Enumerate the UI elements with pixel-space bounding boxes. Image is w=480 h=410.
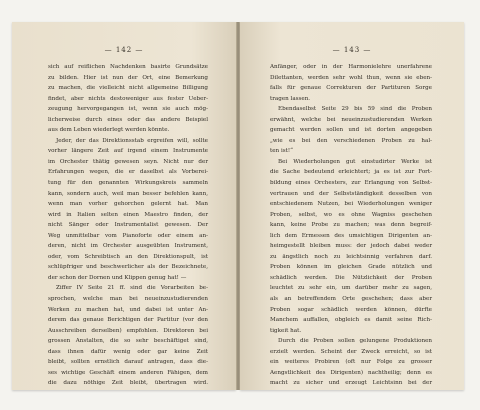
text-line: vertrauen und der Selbstständigkeit desselben von — [270, 190, 432, 197]
text-line: leuchtet zu sehr ein, um darüber mehr zu sagen, — [270, 285, 432, 292]
text-line: kann, keine Probe zu machen; was denn begreif- — [270, 222, 432, 229]
text-line: tigkeit hat. — [270, 327, 302, 334]
text-line: Manchem auffallen, obgleich es damit seine Rich- — [270, 317, 432, 324]
text-line: ten ist!“ — [270, 148, 293, 155]
text-line: aus dem Leben wiederlegt werden könnte. — [48, 127, 170, 134]
text-line: tung für den genannten Wirkungskreis sammeln — [48, 180, 208, 187]
text-line: „wie es bei den verschiedenen Proben zu hal- — [270, 137, 432, 144]
text-line: kann, sondern auch, weil man besser befehlen kann, — [48, 190, 208, 197]
text-line: bildung eines Orchesters, zur Erlangung von Selbst- — [270, 180, 432, 187]
left-page-text — [48, 62, 208, 389]
text-line: der schon der Dornen und Klippen genug hat! — — [48, 274, 187, 281]
text-line: vorher längere Zeit auf irgend einem Instrumente — [48, 148, 208, 155]
text-line: schädlich werden. Die Nützlichkeit der Proben — [270, 274, 432, 281]
text-line: Jeder, der das Direktionsstab ergreifen will, sollte — [56, 137, 208, 144]
text-line: Anfänger, oder in der Harmonielehre unerfahrene — [270, 64, 432, 70]
text-line: erzielt werden. Scheint der Zweck erreicht, so ist — [270, 348, 432, 355]
text-line: entschiedenem Nutzen, bei Wiederholungen weniger — [270, 201, 432, 208]
text-line: Aengstlichkeit des Dirigenten) nachtheilig; denn es — [270, 369, 432, 376]
text-line: die dazu nöthige Zeit bleibt, übertragen wird. — [48, 380, 208, 387]
text-line: ein weiteres Probiren (oft nur Folge zu grosser — [270, 359, 432, 366]
text-line: derem das genaue Berichtigen der Partitur (vor den — [48, 317, 208, 324]
text-line: Werken zu machen hat, und dabei ist unter An- — [48, 306, 208, 313]
text-line: im Orchester thätig gewesen seyn. Nicht nur der — [48, 158, 208, 165]
text-line: oder, vom Schreibtisch an den Direktionspult, ist — [48, 253, 208, 260]
text-line: deren, nicht im Orchester ausgeübten Instrument, — [48, 243, 208, 250]
text-line: macht zu sicher und erzeugt Leichtsinn bei der — [270, 380, 432, 387]
text-line: Proben sogar schädlich werden können, dürfte — [270, 306, 432, 313]
text-line: Ebendaselbst Seite 29 bis 59 sind die Proben — [278, 106, 432, 113]
text-line: zu machen, die vielleicht nicht allgemeine Billigung — [48, 85, 208, 92]
text-line: falls für genaue Correkturen der Partituren Sorge — [270, 85, 432, 92]
text-line: schlüpfriger und beschwerlicher als der Bezeichnete, — [48, 264, 208, 271]
page-number: — 142 — — [104, 46, 144, 54]
text-line: findet, aber nichts destoweniger aus fester Ueber- — [48, 95, 208, 102]
text-line: heimgestellt bleiben muss: der jedoch dabei weder — [270, 243, 432, 250]
right-page-text — [270, 62, 432, 389]
text-line: Erfahrungen wegen, die er daselbst als Vorberei- — [48, 169, 208, 176]
text-line: Durch die Proben sollen gelungene Produktionen — [278, 338, 432, 345]
text-line: gemacht werden sollen und ist dorten angegeben — [270, 127, 432, 134]
text-line: Proben, selbst, wo es ohne Wagniss geschehen — [270, 211, 432, 218]
text-line: zeugung hervorgegangen ist, wenn sie auch mög- — [48, 106, 208, 113]
text-line: Ziffer IV Seite 21 ff. sind die Vorarbeiten be- — [56, 285, 208, 292]
text-line: Proben können im gleichen Grade nützlich und — [270, 264, 432, 271]
text-line: dass ihnen dafür wenig oder gar keine Zeit — [48, 348, 208, 355]
text-line: Weg unmittelbar vom Pianoforte oder einem an- — [48, 232, 208, 239]
text-line: bleibt, sollten ernstlich darauf antragen, dass die- — [48, 359, 208, 366]
text-line: zu ängstlich noch zu leichtsinnig verfahren darf. — [270, 253, 432, 260]
text-line: ses wichtige Geschäft einem anderen Fähigen, dem — [48, 369, 208, 376]
text-line: wenn man vorher gehorchen gelernt hat. Man — [48, 201, 208, 208]
text-line: als an betreffendem Orte geschehen; dass aber — [270, 296, 432, 303]
left-page — [12, 22, 236, 390]
text-line: tragen lassen. — [270, 95, 311, 102]
text-line: licherweise durch eines oder das andere Beispiel — [48, 116, 208, 123]
text-line: Ausschreiben derselben) empfohlen. Direktoren bei — [48, 327, 208, 334]
text-line: grossen Anstalten, die so sehr beschäftiget sind, — [48, 338, 208, 345]
text-line: sprochen, welche man bei neueinzustudierenden — [48, 296, 208, 303]
text-line: Bei Wiederholungen gut einstudirter Werke ist — [278, 158, 432, 165]
text-line: nicht Sänger oder Instrumentalist gewesen. Der — [48, 222, 208, 229]
page-number: — 143 — — [332, 46, 372, 54]
text-line: sich auf reiflichen Nachdenken basirte Grundsätze — [48, 64, 208, 70]
text-line: wird in Italien selten einen Maestro finden, der — [48, 211, 208, 218]
open-book — [12, 22, 466, 390]
text-line: lich dem Ermessen des umsichtigen Dirigenten an- — [270, 232, 432, 239]
text-line: die Sache bedeutend erleichtert; ja es ist zur Fort- — [270, 169, 432, 176]
right-page — [240, 22, 464, 390]
text-line: Dilettanten, werden sehr wohl thun, wenn sie eben- — [270, 74, 432, 81]
text-line: erwähnt, welche bei neueinzustudierenden Werken — [270, 116, 432, 123]
text-line: zu bilden. Hier ist nun der Ort, eine Bemerkung — [48, 74, 208, 81]
